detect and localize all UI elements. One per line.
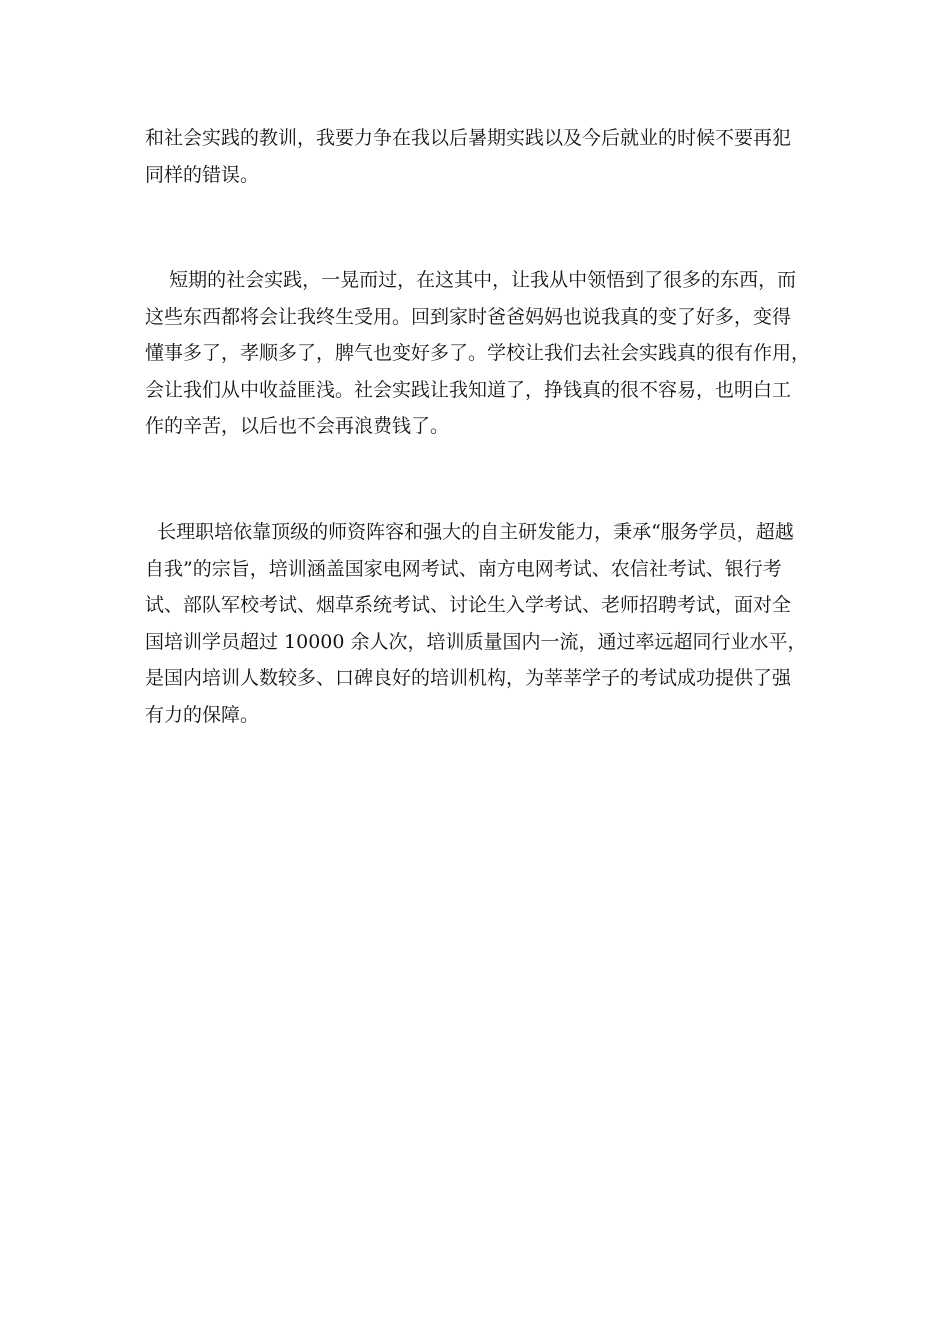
text-line: 懂事多了，孝顺多了，脾气也变好多了。学校让我们去社会实践真的很有作用， (145, 342, 811, 364)
text-line: 长理职培依靠顶级的师资阵容和强大的自主研发能力，秉承“服务学员，超越 (145, 521, 794, 543)
text-line: 试、部队军校考试、烟草系统考试、讨论生入学考试、老师招聘考试，面对全 (145, 594, 792, 616)
text-line: 这些东西都将会让我终生受用。回到家时爸爸妈妈也说我真的变了好多，变得 (145, 305, 792, 328)
text-line: 会让我们从中收益匪浅。社会实践让我知道了，挣钱真的很不容易，也明白工 (145, 378, 792, 401)
paragraph-practice-lessons (145, 120, 810, 193)
text-line: 自我”的宗旨，培训涵盖国家电网考试、南方电网考试、农信社考试、银行考 (145, 557, 782, 580)
text-line: 和社会实践的教训，我要力争在我以后暑期实践以及今后就业的时候不要再犯 (145, 127, 792, 149)
paragraph-training-intro (145, 514, 810, 733)
text-line: 是国内培训人数较多、口碑良好的培训机构，为莘莘学子的考试成功提供了强 (145, 667, 792, 689)
text-line: 同样的错误。 (145, 163, 260, 186)
paragraph-practice-summary (145, 262, 810, 445)
text-line: 国培训学员超过 10000 余人次，培训质量国内一流，通过率远超同行业水平， (145, 630, 807, 653)
text-line: 作的辛苦，以后也不会再浪费钱了。 (145, 415, 450, 437)
text-line: 短期的社会实践，一晃而过，在这其中，让我从中领悟到了很多的东西，而 (145, 269, 797, 291)
text-line: 有力的保障。 (145, 703, 260, 726)
